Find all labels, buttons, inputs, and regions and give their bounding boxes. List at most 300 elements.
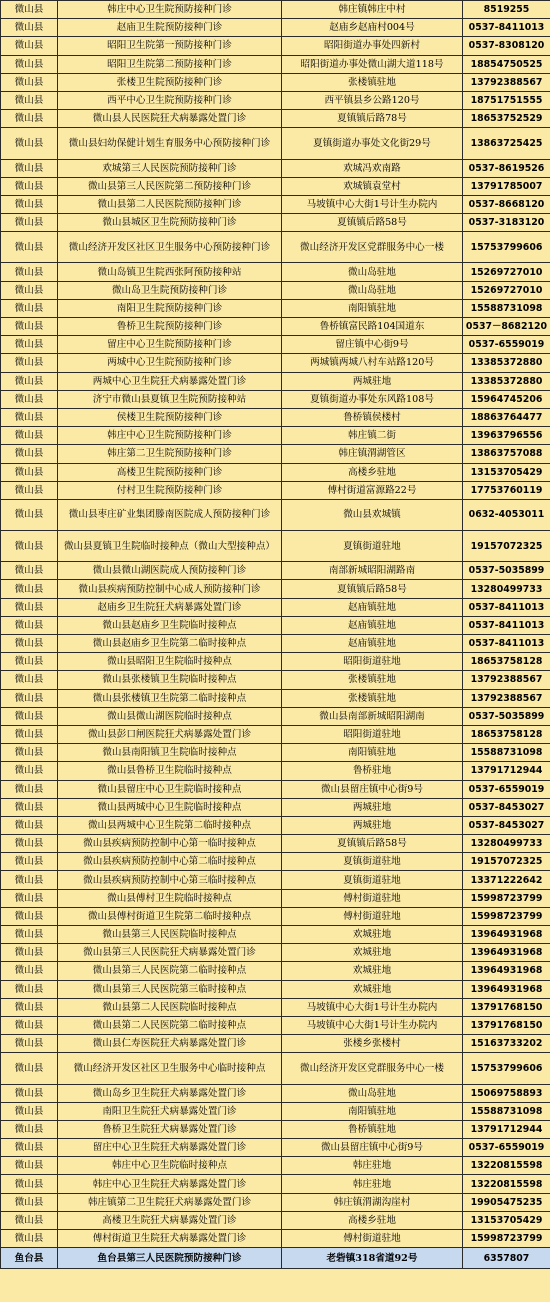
county-cell: 微山县 (1, 871, 58, 889)
table-row (1, 580, 550, 598)
clinic-name-cell: 微山县枣庄矿业集团滕南医院成人预防接种门诊 (58, 499, 282, 530)
clinic-name-cell: 南阳卫生院预防接种门诊 (58, 299, 282, 317)
table-row (1, 1175, 550, 1193)
address-cell: 欢城驻地 (282, 980, 463, 998)
address-cell: 西平镇县乡公路120号 (282, 91, 463, 109)
county-cell: 微山县 (1, 427, 58, 445)
clinic-name-cell: 两城中心卫生院狂犬病暴露处置门诊 (58, 372, 282, 390)
clinic-name-cell: 微山县疾病预防控制中心第一临时接种点 (58, 835, 282, 853)
table-row (1, 816, 550, 834)
clinic-name-cell: 微山县第二人民医院临时接种点 (58, 998, 282, 1016)
clinic-name-cell: 留庄中心卫生院预防接种门诊 (58, 336, 282, 354)
county-cell: 微山县 (1, 481, 58, 499)
table-row (1, 980, 550, 998)
clinic-name-cell: 微山经济开发区社区卫生服务中心预防接种门诊 (58, 232, 282, 263)
table-row (1, 481, 550, 499)
table-row (1, 408, 550, 426)
county-cell: 微山县 (1, 19, 58, 37)
phone-cell: 18854750525 (463, 55, 550, 73)
clinic-name-cell: 微山县仁寿医院狂犬病暴露处置门诊 (58, 1035, 282, 1053)
county-cell: 微山县 (1, 110, 58, 128)
table-row (1, 299, 550, 317)
table-row (1, 318, 550, 336)
county-cell: 微山县 (1, 336, 58, 354)
county-cell: 微山县 (1, 390, 58, 408)
phone-cell: 18653758128 (463, 725, 550, 743)
table-row (1, 531, 550, 562)
address-cell: 两城镇两城八村车站路120号 (282, 354, 463, 372)
table-row (1, 1248, 550, 1269)
clinic-name-cell: 赵庙乡卫生院狂犬病暴露处置门诊 (58, 598, 282, 616)
clinic-name-cell: 鱼台县第三人民医院预防接种门诊 (58, 1248, 282, 1269)
address-cell: 赵庙乡赵庙村004号 (282, 19, 463, 37)
phone-cell: 13791785007 (463, 177, 550, 195)
clinic-name-cell: 两城中心卫生院预防接种门诊 (58, 354, 282, 372)
clinic-name-cell: 微山县留庄中心卫生院临时接种点 (58, 780, 282, 798)
table-row (1, 1211, 550, 1229)
county-cell: 微山县 (1, 707, 58, 725)
clinic-name-cell: 高楼卫生院狂犬病暴露处置门诊 (58, 1211, 282, 1229)
table-row (1, 499, 550, 530)
table-row (1, 390, 550, 408)
county-cell: 微山县 (1, 1175, 58, 1193)
table-row (1, 798, 550, 816)
phone-cell: 17753760119 (463, 481, 550, 499)
table-row (1, 110, 550, 128)
clinic-name-cell: 微山县南阳镇卫生院临时接种点 (58, 744, 282, 762)
phone-cell: 0537-8411013 (463, 598, 550, 616)
clinic-name-cell: 付村卫生院预防接种门诊 (58, 481, 282, 499)
county-cell: 微山县 (1, 91, 58, 109)
table-row (1, 195, 550, 213)
clinic-name-cell: 傅村街道卫生院狂犬病暴露处置门诊 (58, 1230, 282, 1248)
table-row (1, 1035, 550, 1053)
clinic-name-cell: 微山县第三人民医院临时接种点 (58, 926, 282, 944)
phone-cell: 13791768150 (463, 1016, 550, 1034)
clinic-table-body (1, 1, 550, 1269)
clinic-name-cell: 微山县疾病预防控制中心成人预防接种门诊 (58, 580, 282, 598)
clinic-name-cell: 微山县张楼镇卫生院临时接种点 (58, 671, 282, 689)
address-cell: 鲁桥镇富民路104国道东 (282, 318, 463, 336)
phone-cell: 0537-3183120 (463, 214, 550, 232)
county-cell: 微山县 (1, 762, 58, 780)
clinic-name-cell: 微山县人民医院狂犬病暴露处置门诊 (58, 110, 282, 128)
county-cell: 微山县 (1, 1211, 58, 1229)
table-row (1, 177, 550, 195)
address-cell: 夏镇街道驻地 (282, 853, 463, 871)
address-cell: 微山经济开发区党群服务中心一楼 (282, 1053, 463, 1084)
phone-cell: 15998723799 (463, 889, 550, 907)
address-cell: 马坡镇中心大街1号计生办院内 (282, 998, 463, 1016)
address-cell: 微山岛驻地 (282, 263, 463, 281)
table-row (1, 1230, 550, 1248)
clinic-name-cell: 微山县赵庙乡卫生院第二临时接种点 (58, 635, 282, 653)
clinic-name-cell: 微山县第三人民医院第二预防接种门诊 (58, 177, 282, 195)
address-cell: 高楼乡驻地 (282, 1211, 463, 1229)
county-cell: 微山县 (1, 926, 58, 944)
address-cell: 韩庄驻地 (282, 1157, 463, 1175)
address-cell: 欢城冯欢南路 (282, 159, 463, 177)
phone-cell: 15753799606 (463, 1053, 550, 1084)
county-cell: 微山县 (1, 195, 58, 213)
address-cell: 欢城驻地 (282, 926, 463, 944)
county-cell: 微山县 (1, 744, 58, 762)
county-cell: 微山县 (1, 281, 58, 299)
clinic-name-cell: 微山岛乡卫生院狂犬病暴露处置门诊 (58, 1084, 282, 1102)
county-cell: 微山县 (1, 1035, 58, 1053)
address-cell: 昭阳街道驻地 (282, 725, 463, 743)
clinic-name-cell: 欢城第三人民医院预防接种门诊 (58, 159, 282, 177)
county-cell: 微山县 (1, 354, 58, 372)
table-row (1, 962, 550, 980)
phone-cell: 13385372880 (463, 372, 550, 390)
clinic-name-cell: 昭阳卫生院第二预防接种门诊 (58, 55, 282, 73)
clinic-name-cell: 微山县第二人民医院第二临时接种点 (58, 1016, 282, 1034)
clinic-name-cell: 微山县昭阳卫生院临时接种点 (58, 653, 282, 671)
address-cell: 傅村街道驻地 (282, 889, 463, 907)
county-cell: 微山县 (1, 372, 58, 390)
county-cell: 微山县 (1, 616, 58, 634)
table-row (1, 1084, 550, 1102)
county-cell: 微山县 (1, 835, 58, 853)
clinic-name-cell: 微山县疾病预防控制中心第三临时接种点 (58, 871, 282, 889)
table-row (1, 762, 550, 780)
clinic-name-cell: 微山县傅村卫生院临时接种点 (58, 889, 282, 907)
phone-cell: 13791768150 (463, 998, 550, 1016)
county-cell: 微山县 (1, 635, 58, 653)
clinic-name-cell: 微山经济开发区社区卫生服务中心临时接种点 (58, 1053, 282, 1084)
address-cell: 南阳镇驻地 (282, 299, 463, 317)
phone-cell: 13220815598 (463, 1157, 550, 1175)
address-cell: 夏镇镇后路58号 (282, 580, 463, 598)
address-cell: 鲁桥镇侯楼村 (282, 408, 463, 426)
phone-cell: 0537-8619526 (463, 159, 550, 177)
table-row (1, 263, 550, 281)
county-cell: 微山县 (1, 1193, 58, 1211)
clinic-name-cell: 微山县彭口闸医院狂犬病暴露处置门诊 (58, 725, 282, 743)
address-cell: 赵庙镇驻地 (282, 598, 463, 616)
table-row (1, 871, 550, 889)
county-cell: 微山县 (1, 653, 58, 671)
table-row (1, 19, 550, 37)
table-row (1, 445, 550, 463)
clinic-name-cell: 微山县傅村街道卫生院第二临时接种点 (58, 907, 282, 925)
table-row (1, 853, 550, 871)
clinic-name-cell: 韩庄镇第二卫生院狂犬病暴露处置门诊 (58, 1193, 282, 1211)
address-cell: 夏镇镇后路78号 (282, 110, 463, 128)
phone-cell: 18863764477 (463, 408, 550, 426)
table-row (1, 354, 550, 372)
address-cell: 留庄镇中心街9号 (282, 336, 463, 354)
phone-cell: 0537-8453027 (463, 816, 550, 834)
phone-cell: 13220815598 (463, 1175, 550, 1193)
phone-cell: 0537－8682120 (463, 318, 550, 336)
address-cell: 两城驻地 (282, 798, 463, 816)
county-cell: 微山县 (1, 944, 58, 962)
phone-cell: 13153705429 (463, 1211, 550, 1229)
clinic-name-cell: 韩庄中心卫生院预防接种门诊 (58, 1, 282, 19)
address-cell: 微山县留庄镇中心街9号 (282, 780, 463, 798)
clinic-name-cell: 微山县疾病预防控制中心第二临时接种点 (58, 853, 282, 871)
address-cell: 夏镇街道办事处东风路108号 (282, 390, 463, 408)
table-row (1, 707, 550, 725)
clinic-name-cell: 留庄中心卫生院狂犬病暴露处置门诊 (58, 1139, 282, 1157)
phone-cell: 0537-5035899 (463, 562, 550, 580)
county-cell: 微山县 (1, 998, 58, 1016)
address-cell: 张楼镇驻地 (282, 689, 463, 707)
clinic-name-cell: 微山岛卫生院预防接种门诊 (58, 281, 282, 299)
county-cell: 微山县 (1, 598, 58, 616)
county-cell: 微山县 (1, 725, 58, 743)
address-cell: 夏镇街道驻地 (282, 871, 463, 889)
address-cell: 傅村街道驻地 (282, 907, 463, 925)
phone-cell: 13791712944 (463, 762, 550, 780)
address-cell: 微山岛驻地 (282, 1084, 463, 1102)
table-row (1, 907, 550, 925)
phone-cell: 13791712944 (463, 1120, 550, 1138)
address-cell: 昭阳街道办事处微山湖大道118号 (282, 55, 463, 73)
phone-cell: 13964931968 (463, 980, 550, 998)
table-row (1, 926, 550, 944)
phone-cell: 0537-8411013 (463, 635, 550, 653)
address-cell: 韩庄镇渭湖沟崖村 (282, 1193, 463, 1211)
address-cell: 韩庄镇渭湖管区 (282, 445, 463, 463)
phone-cell: 13792388567 (463, 73, 550, 91)
table-row (1, 1, 550, 19)
address-cell: 昭阳街道办事处四新村 (282, 37, 463, 55)
address-cell: 夏镇街道办事处文化街29号 (282, 128, 463, 159)
clinic-name-cell: 张楼卫生院预防接种门诊 (58, 73, 282, 91)
phone-cell: 0537-6559019 (463, 780, 550, 798)
county-cell: 微山县 (1, 671, 58, 689)
phone-cell: 0537-8411013 (463, 616, 550, 634)
clinic-name-cell: 微山县第三人民医院狂犬病暴露处置门诊 (58, 944, 282, 962)
table-row (1, 37, 550, 55)
county-cell: 微山县 (1, 1157, 58, 1175)
address-cell: 欢城驻地 (282, 944, 463, 962)
table-row (1, 1193, 550, 1211)
clinic-name-cell: 微山县两城中心卫生院临时接种点 (58, 798, 282, 816)
address-cell: 夏镇街道驻地 (282, 531, 463, 562)
county-cell: 微山县 (1, 798, 58, 816)
clinic-name-cell: 微山县夏镇卫生院临时接种点（微山大型接种点） (58, 531, 282, 562)
clinic-name-cell: 昭阳卫生院第一预防接种门诊 (58, 37, 282, 55)
clinic-name-cell: 鲁桥卫生院预防接种门诊 (58, 318, 282, 336)
phone-cell: 0537-6559019 (463, 336, 550, 354)
table-row (1, 689, 550, 707)
table-row (1, 616, 550, 634)
phone-cell: 13153705429 (463, 463, 550, 481)
phone-cell: 13964931968 (463, 944, 550, 962)
address-cell: 欢城镇袁堂村 (282, 177, 463, 195)
table-row (1, 427, 550, 445)
phone-cell: 13863757088 (463, 445, 550, 463)
phone-cell: 13963796556 (463, 427, 550, 445)
address-cell: 鲁桥镇驻地 (282, 1120, 463, 1138)
address-cell: 微山县南部新城昭阳湖南 (282, 707, 463, 725)
county-cell: 微山县 (1, 318, 58, 336)
clinic-name-cell: 南阳卫生院狂犬病暴露处置门诊 (58, 1102, 282, 1120)
table-row (1, 889, 550, 907)
phone-cell: 0537-8308120 (463, 37, 550, 55)
phone-cell: 13280499733 (463, 580, 550, 598)
address-cell: 马坡镇中心大街1号计生办院内 (282, 1016, 463, 1034)
phone-cell: 0632-4053011 (463, 499, 550, 530)
phone-cell: 15588731098 (463, 299, 550, 317)
phone-cell: 18653752529 (463, 110, 550, 128)
address-cell: 高楼乡驻地 (282, 463, 463, 481)
table-row (1, 835, 550, 853)
clinic-name-cell: 济宁市微山县夏镇卫生院预防接种站 (58, 390, 282, 408)
clinic-name-cell: 微山县第二人民医院预防接种门诊 (58, 195, 282, 213)
table-row (1, 336, 550, 354)
table-row (1, 944, 550, 962)
county-cell: 微山县 (1, 980, 58, 998)
phone-cell: 0537-5035899 (463, 707, 550, 725)
clinic-name-cell: 微山县赵庙乡卫生院临时接种点 (58, 616, 282, 634)
clinic-name-cell: 韩庄第二卫生院预防接种门诊 (58, 445, 282, 463)
phone-cell: 13792388567 (463, 689, 550, 707)
phone-cell: 13964931968 (463, 926, 550, 944)
county-cell: 微山县 (1, 1139, 58, 1157)
phone-cell: 15753799606 (463, 232, 550, 263)
address-cell: 夏镇镇后路58号 (282, 835, 463, 853)
clinic-name-cell: 微山县张楼镇卫生院第二临时接种点 (58, 689, 282, 707)
county-cell: 微山县 (1, 1, 58, 19)
county-cell: 微山县 (1, 232, 58, 263)
county-cell: 微山县 (1, 408, 58, 426)
phone-cell: 15163733202 (463, 1035, 550, 1053)
address-cell: 微山经济开发区党群服务中心一楼 (282, 232, 463, 263)
address-cell: 张楼乡张楼村 (282, 1035, 463, 1053)
phone-cell: 15588731098 (463, 744, 550, 762)
phone-cell: 13863725425 (463, 128, 550, 159)
phone-cell: 0537-8668120 (463, 195, 550, 213)
table-row (1, 780, 550, 798)
phone-cell: 13964931968 (463, 962, 550, 980)
clinic-name-cell: 微山县微山湖医院成人预防接种门诊 (58, 562, 282, 580)
address-cell: 南阳镇驻地 (282, 1102, 463, 1120)
phone-cell: 13371222642 (463, 871, 550, 889)
phone-cell: 15964745206 (463, 390, 550, 408)
county-cell: 微山县 (1, 907, 58, 925)
county-cell: 微山县 (1, 159, 58, 177)
clinic-name-cell: 韩庄中心卫生院临时接种点 (58, 1157, 282, 1175)
county-cell: 微山县 (1, 445, 58, 463)
county-cell: 微山县 (1, 853, 58, 871)
table-row (1, 1102, 550, 1120)
county-cell: 微山县 (1, 299, 58, 317)
address-cell: 微山县留庄镇中心街9号 (282, 1139, 463, 1157)
address-cell: 南阳镇驻地 (282, 744, 463, 762)
table-row (1, 1139, 550, 1157)
county-cell: 鱼台县 (1, 1248, 58, 1269)
clinic-name-cell: 微山县妇幼保健计划生育服务中心预防接种门诊 (58, 128, 282, 159)
county-cell: 微山县 (1, 962, 58, 980)
table-row (1, 653, 550, 671)
address-cell: 欢城驻地 (282, 962, 463, 980)
clinic-name-cell: 西平中心卫生院预防接种门诊 (58, 91, 282, 109)
table-row (1, 725, 550, 743)
phone-cell: 6357807 (463, 1248, 550, 1269)
phone-cell: 19157072325 (463, 853, 550, 871)
clinic-name-cell: 微山岛镇卫生院西张阿预防接种站 (58, 263, 282, 281)
address-cell: 两城驻地 (282, 372, 463, 390)
clinic-name-cell: 鲁桥卫生院狂犬病暴露处置门诊 (58, 1120, 282, 1138)
address-cell: 傅村街道富源路22号 (282, 481, 463, 499)
table-row (1, 635, 550, 653)
county-cell: 微山县 (1, 37, 58, 55)
county-cell: 微山县 (1, 128, 58, 159)
clinic-name-cell: 微山县微山湖医院临时接种点 (58, 707, 282, 725)
address-cell: 韩庄驻地 (282, 1175, 463, 1193)
address-cell: 夏镇镇后路58号 (282, 214, 463, 232)
phone-cell: 13280499733 (463, 835, 550, 853)
county-cell: 微山县 (1, 1102, 58, 1120)
county-cell: 微山县 (1, 1084, 58, 1102)
address-cell: 赵庙镇驻地 (282, 616, 463, 634)
phone-cell: 8519255 (463, 1, 550, 19)
county-cell: 微山县 (1, 1120, 58, 1138)
address-cell: 张楼镇驻地 (282, 73, 463, 91)
clinic-name-cell: 赵庙卫生院预防接种门诊 (58, 19, 282, 37)
phone-cell: 19157072325 (463, 531, 550, 562)
table-row (1, 281, 550, 299)
county-cell: 微山县 (1, 816, 58, 834)
address-cell: 赵庙镇驻地 (282, 635, 463, 653)
phone-cell: 0537-6559019 (463, 1139, 550, 1157)
clinic-name-cell: 微山县两城中心卫生院第二临时接种点 (58, 816, 282, 834)
address-cell: 张楼镇驻地 (282, 671, 463, 689)
county-cell: 微山县 (1, 531, 58, 562)
table-row (1, 128, 550, 159)
table-row (1, 73, 550, 91)
table-row (1, 214, 550, 232)
phone-cell: 15269727010 (463, 263, 550, 281)
county-cell: 微山县 (1, 562, 58, 580)
county-cell: 微山县 (1, 499, 58, 530)
phone-cell: 13792388567 (463, 671, 550, 689)
county-cell: 微山县 (1, 1016, 58, 1034)
county-cell: 微山县 (1, 889, 58, 907)
phone-cell: 15998723799 (463, 907, 550, 925)
county-cell: 微山县 (1, 177, 58, 195)
phone-cell: 15269727010 (463, 281, 550, 299)
table-row (1, 671, 550, 689)
clinic-name-cell: 微山县城区卫生院预防接种门诊 (58, 214, 282, 232)
address-cell: 昭阳街道驻地 (282, 653, 463, 671)
county-cell: 微山县 (1, 1053, 58, 1084)
table-row (1, 1120, 550, 1138)
clinic-name-cell: 微山县第三人民医院第二临时接种点 (58, 962, 282, 980)
clinic-name-cell: 微山县第三人民医院第三临时接种点 (58, 980, 282, 998)
table-row (1, 998, 550, 1016)
table-row (1, 232, 550, 263)
table-row (1, 562, 550, 580)
phone-cell: 15069758893 (463, 1084, 550, 1102)
phone-cell: 18653758128 (463, 653, 550, 671)
table-row (1, 159, 550, 177)
table-row (1, 1053, 550, 1084)
table-row (1, 598, 550, 616)
county-cell: 微山县 (1, 1230, 58, 1248)
county-cell: 微山县 (1, 55, 58, 73)
address-cell: 鲁桥驻地 (282, 762, 463, 780)
table-row (1, 1157, 550, 1175)
clinic-name-cell: 韩庄中心卫生院狂犬病暴露处置门诊 (58, 1175, 282, 1193)
clinic-name-cell: 韩庄中心卫生院预防接种门诊 (58, 427, 282, 445)
address-cell: 微山岛驻地 (282, 281, 463, 299)
